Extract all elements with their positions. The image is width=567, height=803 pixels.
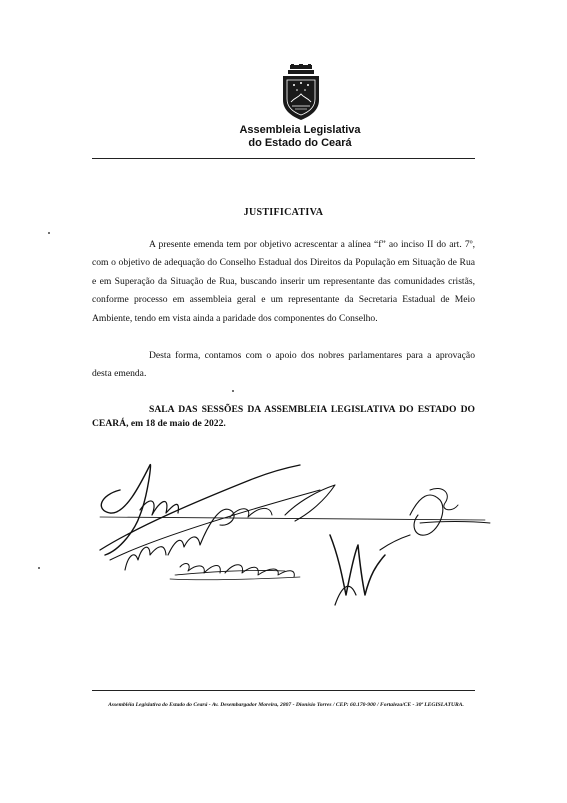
scan-speck bbox=[48, 232, 50, 234]
footer-address: Assembléia Legislativa do Estado do Ceará - Av. Desembargador Moreira, 2807 - Dionísio Torres / CEP: 60.170-900 / Fortaleza/CE - 30ª LEGISLATURA. bbox=[108, 702, 464, 708]
document-title: JUSTIFICATIVA bbox=[243, 207, 324, 218]
justification-paragraph-2: Desta forma, contamos com o apoio dos nobres parlamentares para a aprovação desta emenda. bbox=[92, 350, 475, 380]
header-divider bbox=[92, 158, 475, 159]
org-line-2: do Estado do Ceará bbox=[248, 137, 352, 149]
handwritten-signatures bbox=[80, 455, 510, 615]
org-line-1: Assembleia Legislativa bbox=[239, 124, 361, 136]
justification-paragraph-1: A presente emenda tem por objetivo acrescentar a alínea “f” ao inciso II do art. 7º, com o objetivo de adequação do Conselho Estadual dos Direitos da População em Situação de Rua e em Superação da Situação de Rua, buscando inserir um representante das comunidades cristãs, conforme processo em assembleia geral e um representante da Secretaria Estadual de Meio Ambiente, tendo em vista ainda a paridade dos componentes do Conselho. bbox=[92, 239, 475, 324]
scan-speck bbox=[38, 567, 40, 569]
scan-speck bbox=[232, 390, 234, 392]
organization-name bbox=[200, 124, 400, 150]
closing-statement: SALA DAS SESSÕES DA ASSEMBLEIA LEGISLATIVA DO ESTADO DO CEARÁ, em 18 de maio de 2022. bbox=[92, 404, 475, 429]
state-crest-icon bbox=[279, 64, 323, 122]
footer-divider bbox=[92, 690, 475, 691]
